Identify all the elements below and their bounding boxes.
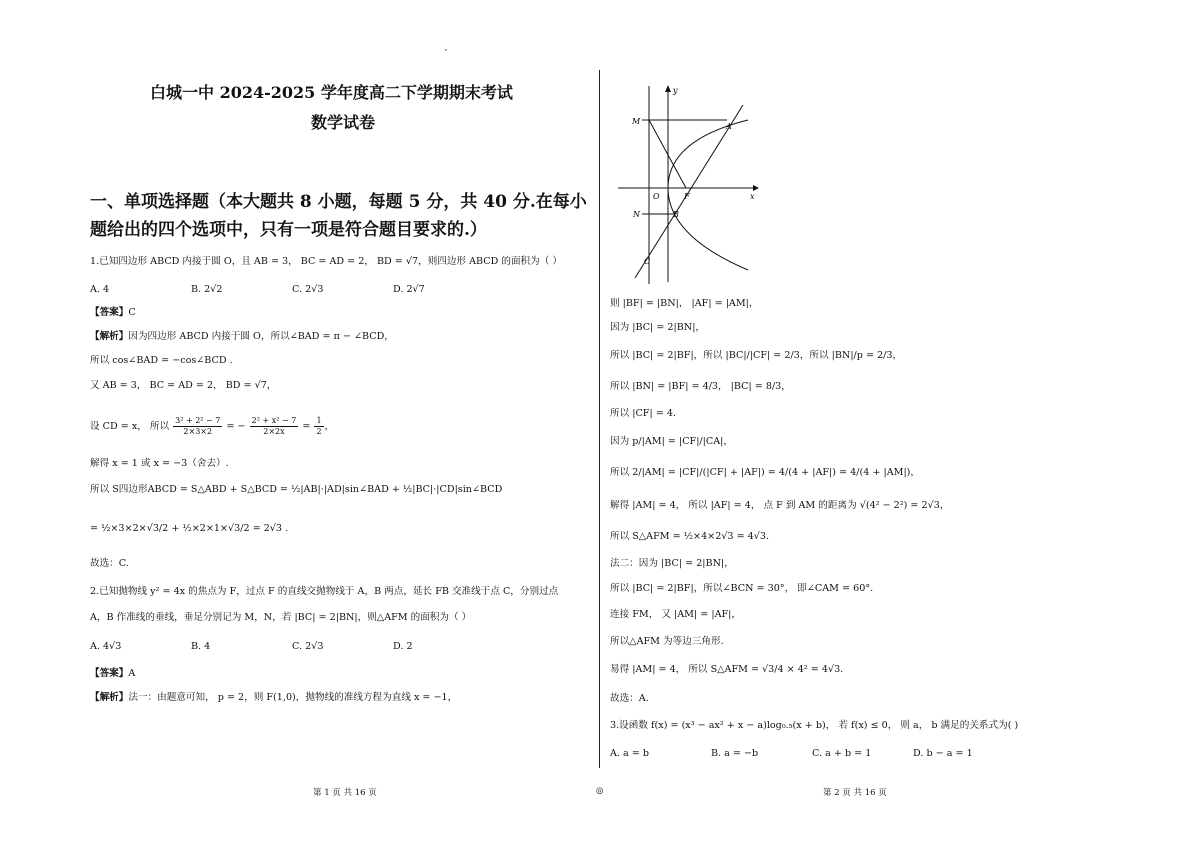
label-n: N xyxy=(633,210,640,219)
x-axis-arrow xyxy=(753,185,759,191)
scan-dot xyxy=(445,49,447,51)
right-line-13: 所以△AFM 为等边三角形. xyxy=(610,636,724,647)
analysis-text: 因为四边形 ABCD 内接于圆 O，所以∠BAD = π − ∠BCD， xyxy=(128,331,394,342)
right-line-3: 所以 |BC| = 2|BF|，所以 |BC|/|CF| = 2/3，所以 |BN|/p = 2/3， xyxy=(610,350,903,361)
y-axis-arrow xyxy=(665,85,671,92)
label-b: B xyxy=(673,210,679,219)
parabola-figure xyxy=(610,80,770,285)
right-line-14: 易得 |AM| = 4， 所以 S△AFM = √3/4 × 4² = 4√3. xyxy=(610,664,844,675)
q2-answer xyxy=(90,668,135,680)
right-line-4: 所以 |BN| = |BF| = 4/3， |BC| = 8/3， xyxy=(610,381,791,392)
q1-option-a: A. 4 xyxy=(90,284,110,295)
right-line-7: 所以 2/|AM| = |CF|/(|CF| + |AF|) = 4/(4 + |AF|) = 4/(4 + |AM|)， xyxy=(610,467,921,478)
q2-analysis-line-1 xyxy=(90,692,457,704)
q2-stem-line-1: 2.已知抛物线 y² = 4x 的焦点为 F，过点 F 的直线交抛物线于 A，B 两点，延长 FB 交准线于点 C，分别过点 xyxy=(90,586,559,597)
answer-label: 【答案】 xyxy=(90,307,129,318)
right-line-1: 则 |BF| = |BN|， |AF| = |AM|， xyxy=(610,298,759,309)
q1-analysis-line-5: 解得 x = 1 或 x = −3（舍去）. xyxy=(90,458,229,469)
q1-analysis-line-6: 所以 S四边形ABCD = S△ABD + S△BCD = ½|AB|·|AD|sin∠BAD + ½|BC|·|CD|sin∠BCD xyxy=(90,484,503,495)
q1-analysis-equation: 设 CD = x， 所以 $\frac{\text{3² + 2² − 7}}{2\times 3\times 2}$ = − $\frac{\text{2² + x² − 7}}{2\times 2x}$ = $\frac{1}{2}$ ， xyxy=(90,416,335,436)
label-o: O xyxy=(653,192,660,201)
answer-value: A xyxy=(128,668,136,679)
q1-analysis-line-7: = ½×3×2×√3/2 + ½×2×1×√3/2 = 2√3 . xyxy=(90,523,289,534)
footer-page-left: 第 1 页 共 16 页 xyxy=(313,788,377,798)
q3-option-d: D. b − a = 1 xyxy=(913,748,973,759)
analysis-label: 【解析】 xyxy=(90,331,129,342)
q3-option-c: C. a + b = 1 xyxy=(812,748,872,759)
section-heading: 一、单项选择题（本大题共 8 小题，每题 5 分，共 40 分.在每小题给出的四个选项中，只有一项是符合题目要求的.） xyxy=(90,192,587,240)
q2-option-c: C. 2√3 xyxy=(292,641,324,652)
label-x: x xyxy=(750,192,755,201)
answer-value: C xyxy=(128,307,136,318)
parabola-curve xyxy=(668,120,748,270)
footer-center-mark: ◎ xyxy=(596,786,604,796)
label-c: C xyxy=(644,257,651,266)
q2-option-a: A. 4√3 xyxy=(90,641,122,652)
q1-option-d: D. 2√7 xyxy=(393,284,425,295)
q3-option-a: A. a = b xyxy=(610,748,650,759)
footer-page-right: 第 2 页 共 16 页 xyxy=(823,788,887,798)
q1-answer xyxy=(90,307,136,319)
q2-stem-line-2: A，B 作准线的垂线，垂足分别记为 M，N，若 |BC| = 2|BN|，则△AFM 的面积为（ ） xyxy=(90,612,472,623)
label-f: F xyxy=(684,192,690,201)
q1-stem: 1.已知四边形 ABCD 内接于圆 O，且 AB = 3， BC = AD = 2， BD = √7，则四边形 ABCD 的面积为（ ） xyxy=(90,256,562,267)
right-line-5: 所以 |CF| = 4. xyxy=(610,408,676,419)
q1-analysis-line-3: 又 AB = 3， BC = AD = 2， BD = √7， xyxy=(90,380,277,391)
column-divider xyxy=(599,70,600,768)
q1-option-b: B. 2√2 xyxy=(191,284,223,295)
fraction-3: $\frac{1}{2}$ xyxy=(316,416,322,436)
fraction-2: $\frac{\text{2² + x² − 7}}{2\times 2x}$ xyxy=(251,416,297,436)
right-line-15: 故选：A. xyxy=(610,693,649,704)
label-y: y xyxy=(673,86,678,95)
exam-title: 白城一中 2024-2025 学年度高二下学期期末考试 xyxy=(150,83,513,102)
q2-option-b: B. 4 xyxy=(191,641,211,652)
right-line-6: 因为 p/|AM| = |CF|/|CA|， xyxy=(610,436,733,447)
right-line-11: 所以 |BC| = 2|BF|，所以∠BCN = 30°， 即∠CAM = 60°. xyxy=(610,583,874,594)
fraction-1: $\frac{\text{3² + 2² − 7}}{2\times 3\times 2}$ xyxy=(175,416,221,436)
q2-option-d: D. 2 xyxy=(393,641,413,652)
answer-label: 【答案】 xyxy=(90,668,129,679)
right-line-8: 解得 |AM| = 4， 所以 |AF| = 4， 点 F 到 AM 的距离为 √(4² − 2²) = 2√3， xyxy=(610,500,950,511)
q1-analysis-line-1 xyxy=(90,331,394,343)
right-line-9: 所以 S△AFM = ½×4×2√3 = 4√3. xyxy=(610,531,770,542)
right-line-12: 连接 FM， 又 |AM| = |AF|， xyxy=(610,609,742,620)
label-m: M xyxy=(632,117,641,126)
exam-subtitle: 数学试卷 xyxy=(311,113,376,132)
q3-option-b: B. a = −b xyxy=(711,748,759,759)
right-line-2: 因为 |BC| = 2|BN|， xyxy=(610,322,706,333)
right-line-10: 法二：因为 |BC| = 2|BN|， xyxy=(610,558,734,569)
q1-analysis-line-2: 所以 cos∠BAD = −cos∠BCD . xyxy=(90,355,233,366)
q1-analysis-line-8: 故选：C. xyxy=(90,558,129,569)
analysis-text: 法一：由题意可知， p = 2，则 F(1,0)，抛物线的准线方程为直线 x = −1， xyxy=(128,692,458,703)
label-a: A xyxy=(726,122,732,131)
q1-option-c: C. 2√3 xyxy=(292,284,324,295)
analysis-label: 【解析】 xyxy=(90,692,129,703)
q3-stem: 3.设函数 f(x) = (x³ − ax² + x − a)log₀.₅(x + b)， 若 f(x) ≤ 0， 则 a， b 满足的关系式为( ) xyxy=(610,720,1019,731)
equation-intro: 设 CD = x， 所以 xyxy=(90,421,170,432)
